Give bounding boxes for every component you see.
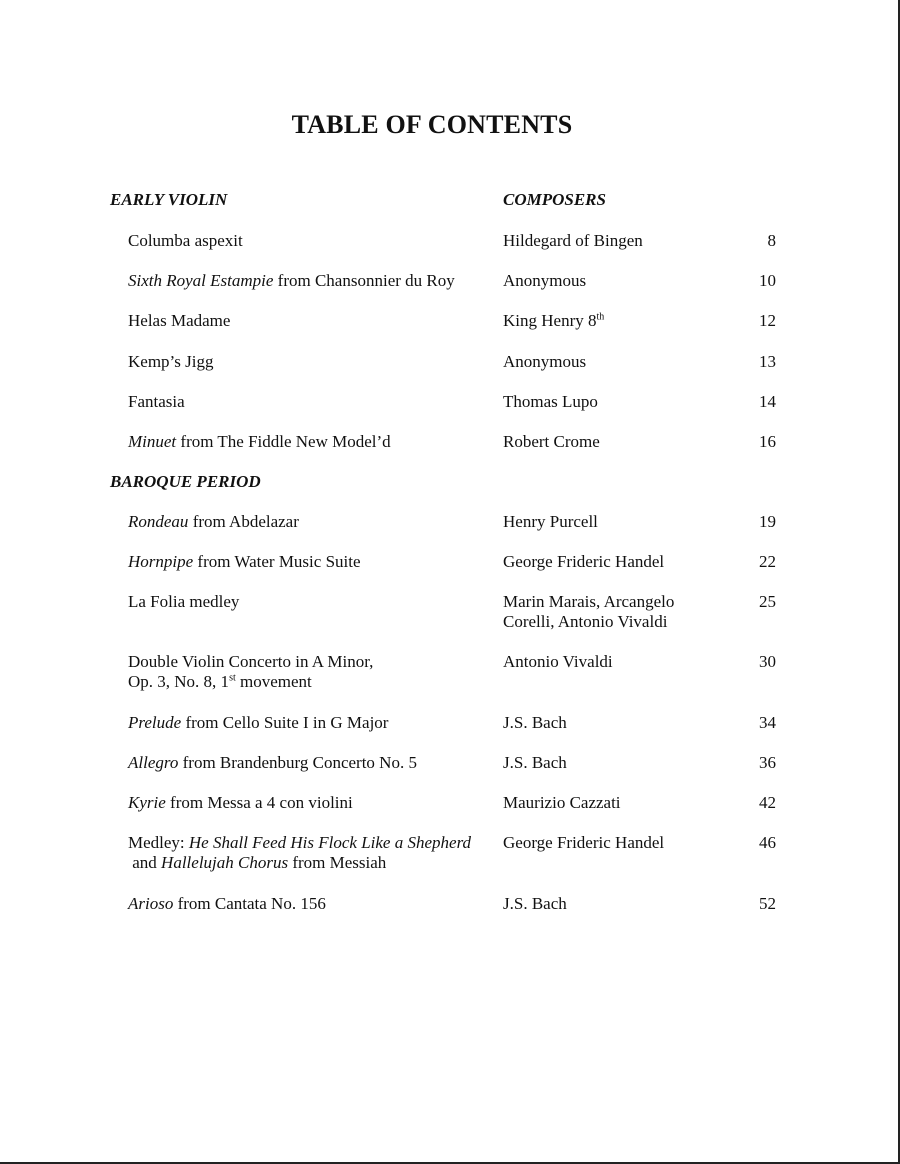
page-title: TABLE OF CONTENTS xyxy=(291,110,573,139)
entry-title xyxy=(128,432,498,452)
entry-composer: Maurizio Cazzati xyxy=(503,793,621,812)
entry-title-italic: Prelude xyxy=(128,713,182,732)
entry-page-number: 30 xyxy=(759,652,776,671)
entry-title xyxy=(128,894,498,914)
entry-page-number: 12 xyxy=(759,311,776,330)
entry-title-part: and xyxy=(128,853,162,872)
entry-composer: J.S. Bach xyxy=(503,753,567,772)
entry-title-italic: Minuet xyxy=(128,432,177,451)
entry-page-number: 36 xyxy=(759,753,776,772)
entry-title-italic: Rondeau xyxy=(128,512,189,531)
composer-ordinal-suffix: th xyxy=(596,311,605,323)
entry-title: Helas Madame xyxy=(128,311,231,330)
entry-title-rest: from The Fiddle New Model’d xyxy=(176,432,391,451)
entry-title xyxy=(128,552,498,572)
entry-page-number: 13 xyxy=(759,352,776,371)
entry-title xyxy=(128,512,498,532)
entry-title-italic: Sixth Royal Estampie xyxy=(128,271,274,290)
entry-title-italic: Allegro xyxy=(128,753,179,772)
entry-title xyxy=(128,652,498,692)
entry-title-part: from Messiah xyxy=(288,853,387,872)
entry-title-line: Op. 3, No. 8, 1 xyxy=(128,672,230,691)
composer-name: King Henry 8 xyxy=(503,311,597,330)
entry-title-rest: from Chansonnier du Roy xyxy=(273,271,455,290)
entry-page-number: 14 xyxy=(759,392,776,411)
entry-title-rest: from Cello Suite I in G Major xyxy=(181,713,389,732)
entry-composer: J.S. Bach xyxy=(503,713,567,732)
entry-title xyxy=(128,753,498,773)
entry-title-line: Double Violin Concerto in A Minor, xyxy=(128,652,374,671)
entry-page-number: 34 xyxy=(759,713,776,732)
entry-title-italic: Hornpipe xyxy=(128,552,194,571)
section-heading-early-violin: EARLY VIOLIN xyxy=(110,190,228,209)
entry-composer: Anonymous xyxy=(503,352,587,371)
entry-composer xyxy=(503,311,723,331)
entry-title xyxy=(128,833,500,873)
entry-composer xyxy=(503,592,723,632)
entry-title-italic: He Shall Feed His Flock Like a Shepherd xyxy=(188,833,472,852)
entry-page-number: 22 xyxy=(759,552,776,571)
entry-title-rest: from Messa a 4 con violini xyxy=(165,793,353,812)
entry-composer: George Frideric Handel xyxy=(503,833,665,852)
entry-title: La Folia medley xyxy=(128,592,240,611)
entry-composer: Anonymous xyxy=(503,271,587,290)
entry-title: Fantasia xyxy=(128,392,185,411)
entry-title: Columba aspexit xyxy=(128,231,243,250)
entry-composer: J.S. Bach xyxy=(503,894,567,913)
column-heading-composers: COMPOSERS xyxy=(503,190,606,209)
entry-page-number: 52 xyxy=(759,894,776,913)
entry-title-rest: from Cantata No. 156 xyxy=(173,894,326,913)
entry-composer: George Frideric Handel xyxy=(503,552,665,571)
entry-page-number: 19 xyxy=(759,512,776,531)
entry-title: Kemp’s Jigg xyxy=(128,352,214,371)
entry-title-rest: from Water Music Suite xyxy=(193,552,361,571)
entry-page-number: 42 xyxy=(759,793,776,812)
entry-title xyxy=(128,713,498,733)
ordinal-suffix: st xyxy=(229,672,236,684)
entry-page-number: 16 xyxy=(759,432,776,451)
composer-line: Marin Marais, Arcangelo xyxy=(503,592,675,611)
entry-page-number: 25 xyxy=(759,592,776,611)
entry-title-rest: from Brandenburg Concerto No. 5 xyxy=(178,753,417,772)
entry-title-rest: from Abdelazar xyxy=(188,512,299,531)
entry-title-part: Medley: xyxy=(128,833,189,852)
entry-composer: Antonio Vivaldi xyxy=(503,652,613,671)
entry-title xyxy=(128,271,498,291)
entry-composer: Robert Crome xyxy=(503,432,600,451)
entry-composer: Thomas Lupo xyxy=(503,392,598,411)
section-heading-baroque-period: BAROQUE PERIOD xyxy=(110,472,261,491)
entry-title-italic: Arioso xyxy=(128,894,174,913)
entry-page-number: 46 xyxy=(759,833,776,852)
composer-line: Corelli, Antonio Vivaldi xyxy=(503,612,668,631)
entry-title-line: movement xyxy=(235,672,312,691)
entry-composer: Hildegard of Bingen xyxy=(503,231,643,250)
entry-title-italic: Hallelujah Chorus xyxy=(161,853,289,872)
entry-page-number: 8 xyxy=(767,231,776,250)
entry-title xyxy=(128,793,498,813)
entry-page-number: 10 xyxy=(759,271,776,290)
entry-composer: Henry Purcell xyxy=(503,512,598,531)
entry-title-italic: Kyrie xyxy=(128,793,166,812)
